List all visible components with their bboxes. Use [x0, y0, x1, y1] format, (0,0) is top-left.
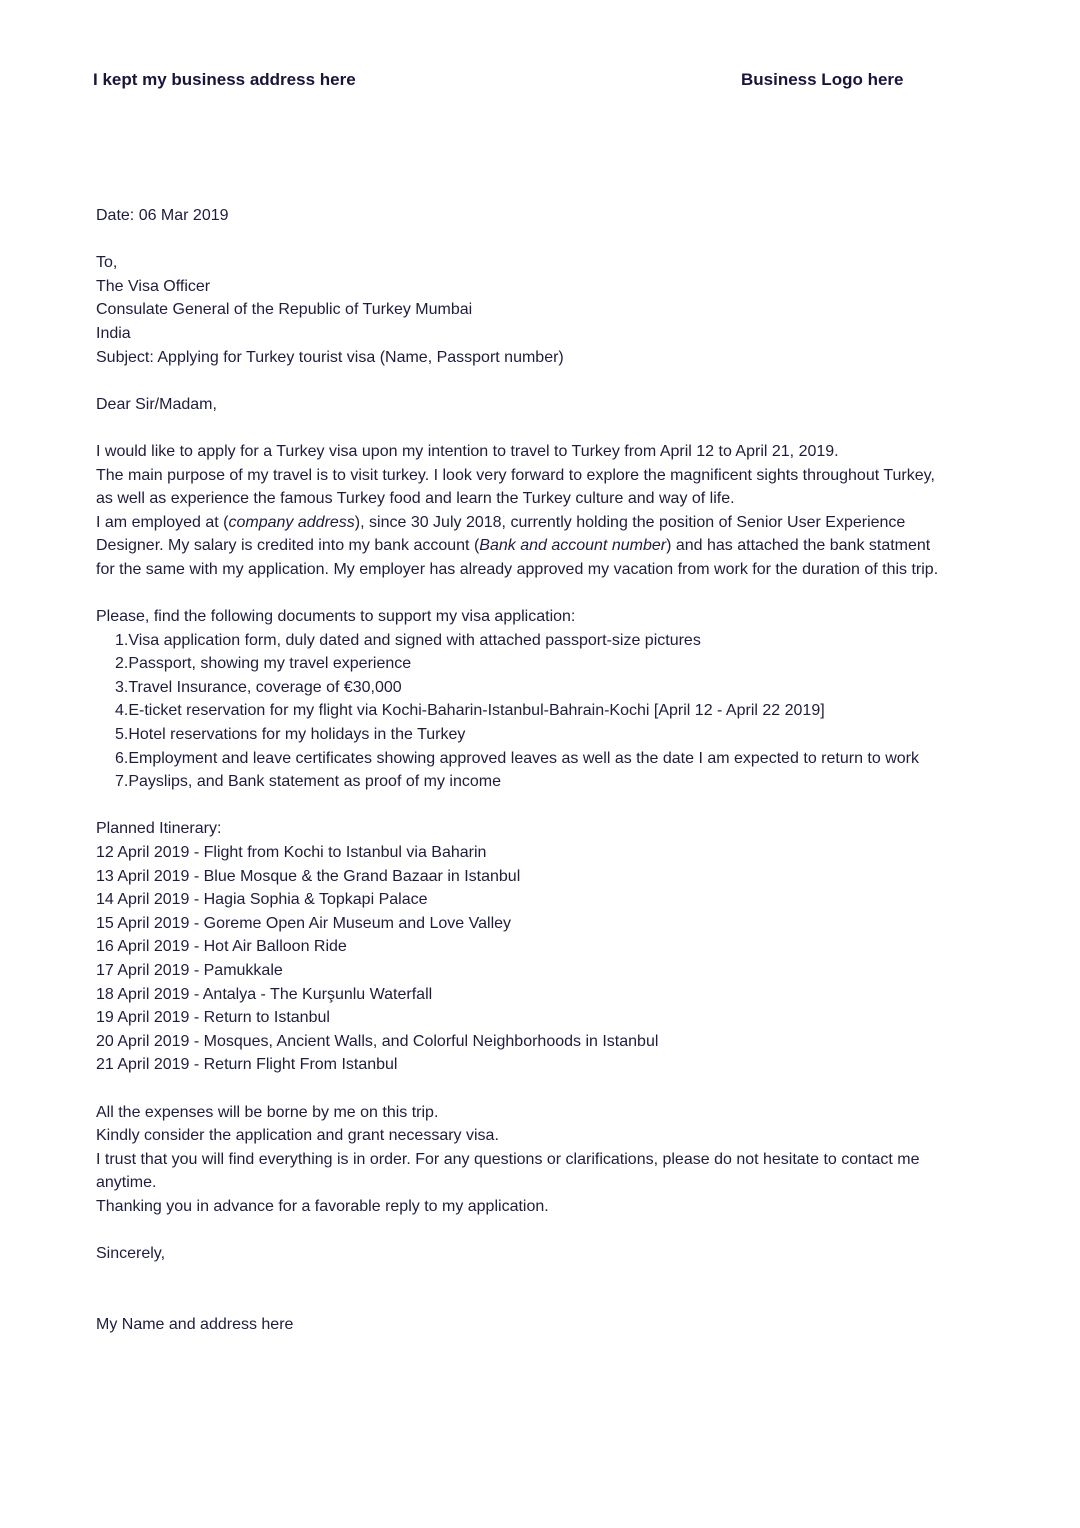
recipient-block: [96, 251, 1001, 369]
closing-paragraph: [96, 1101, 1001, 1219]
intro-line: The main purpose of my travel is to visit turkey. I look very forward to explore the magnificent sights throughout Turkey,: [96, 466, 935, 484]
recipient-to: To,: [96, 254, 118, 272]
itinerary-day: 17 April 2019 - Pamukkale: [96, 962, 283, 979]
document-item: 1.Visa application form, duly dated and signed with attached passport-size pictures: [115, 631, 701, 649]
company-address-placeholder: company address: [228, 513, 355, 531]
closing-line: anytime.: [96, 1174, 157, 1192]
salary-text: ) and has attached the bank statment: [666, 537, 931, 555]
employment-line: [96, 511, 1001, 535]
closing-line: Kindly consider the application and grant necessary visa.: [96, 1127, 499, 1145]
itinerary-section: [96, 817, 1001, 1077]
itinerary-day: 20 April 2019 - Mosques, Ancient Walls, and Colorful Neighborhoods in Istanbul: [96, 1032, 659, 1050]
itinerary-day: 19 April 2019 - Return to Istanbul: [96, 1009, 330, 1027]
employment-text: ), since 30 July 2018, currently holding the position of Senior User Experience: [354, 513, 906, 531]
closing-line: Thanking you in advance for a favorable reply to my application.: [96, 1197, 549, 1215]
intro-paragraph: [96, 440, 1001, 582]
itinerary-day: 12 April 2019 - Flight from Kochi to Istanbul via Baharin: [96, 844, 487, 862]
document-item: 2.Passport, showing my travel experience: [115, 655, 412, 673]
recipient-country: India: [96, 324, 131, 342]
recipient-officer: The Visa Officer: [96, 277, 211, 295]
intro-line: as well as experience the famous Turkey food and learn the Turkey culture and way of life.: [96, 490, 735, 508]
closing-line: I trust that you will find everything is in order. For any questions or clarifications, please do not hesitate to contact me: [96, 1150, 920, 1168]
itinerary-day: 18 April 2019 - Antalya - The Kurşunlu Waterfall: [96, 985, 433, 1003]
date-line: Date: 06 Mar 2019: [96, 207, 229, 224]
business-logo-placeholder: Business Logo here: [741, 70, 904, 89]
itinerary-day: 15 April 2019 - Goreme Open Air Museum and Love Valley: [96, 914, 512, 932]
document-item: 7.Payslips, and Bank statement as proof of my income: [115, 773, 501, 791]
document-item: 5.Hotel reservations for my holidays in the Turkey: [115, 726, 466, 744]
intro-line: for the same with my application. My employer has already approved my vacation from work for the duration of this trip.: [96, 560, 939, 578]
itinerary-title: Planned Itinerary:: [96, 820, 222, 838]
documents-list: [96, 629, 1001, 794]
signoff: Sincerely,: [96, 1245, 166, 1263]
itinerary-day: 21 April 2019 - Return Flight From Istanbul: [96, 1056, 398, 1074]
employment-text: I am employed at (: [96, 513, 229, 531]
document-item: 6.Employment and leave certificates showing approved leaves as well as the date I am expected to return to work: [115, 749, 919, 767]
subject-line: Subject: Applying for Turkey tourist visa (Name, Passport number): [96, 348, 564, 366]
document-item: 3.Travel Insurance, coverage of €30,000: [115, 678, 402, 696]
bank-account-placeholder: Bank and account number: [479, 537, 667, 555]
letter-body: [96, 204, 1001, 1337]
document-item: 4.E-ticket reservation for my flight via Kochi-Baharin-Istanbul-Bahrain-Kochi [April 12 - April 22 2019]: [115, 702, 825, 720]
recipient-consulate: Consulate General of the Republic of Turkey Mumbai: [96, 301, 473, 319]
intro-line: I would like to apply for a Turkey visa upon my intention to travel to Turkey from April 12 to April 21, 2019.: [96, 442, 839, 460]
business-address-placeholder: I kept my business address here: [93, 70, 356, 89]
itinerary-day: 13 April 2019 - Blue Mosque & the Grand Bazaar in Istanbul: [96, 867, 521, 885]
documents-intro: Please, find the following documents to support my visa application:: [96, 608, 576, 626]
itinerary-day: 16 April 2019 - Hot Air Balloon Ride: [96, 938, 347, 956]
salary-text: Designer. My salary is credited into my bank account (: [96, 537, 480, 555]
salary-line: [96, 534, 1001, 558]
documents-section: [96, 605, 1001, 794]
salutation: Dear Sir/Madam,: [96, 395, 217, 413]
signature-placeholder: My Name and address here: [96, 1315, 294, 1333]
closing-line: All the expenses will be borne by me on this trip.: [96, 1103, 439, 1121]
itinerary-day: 14 April 2019 - Hagia Sophia & Topkapi Palace: [96, 891, 428, 909]
